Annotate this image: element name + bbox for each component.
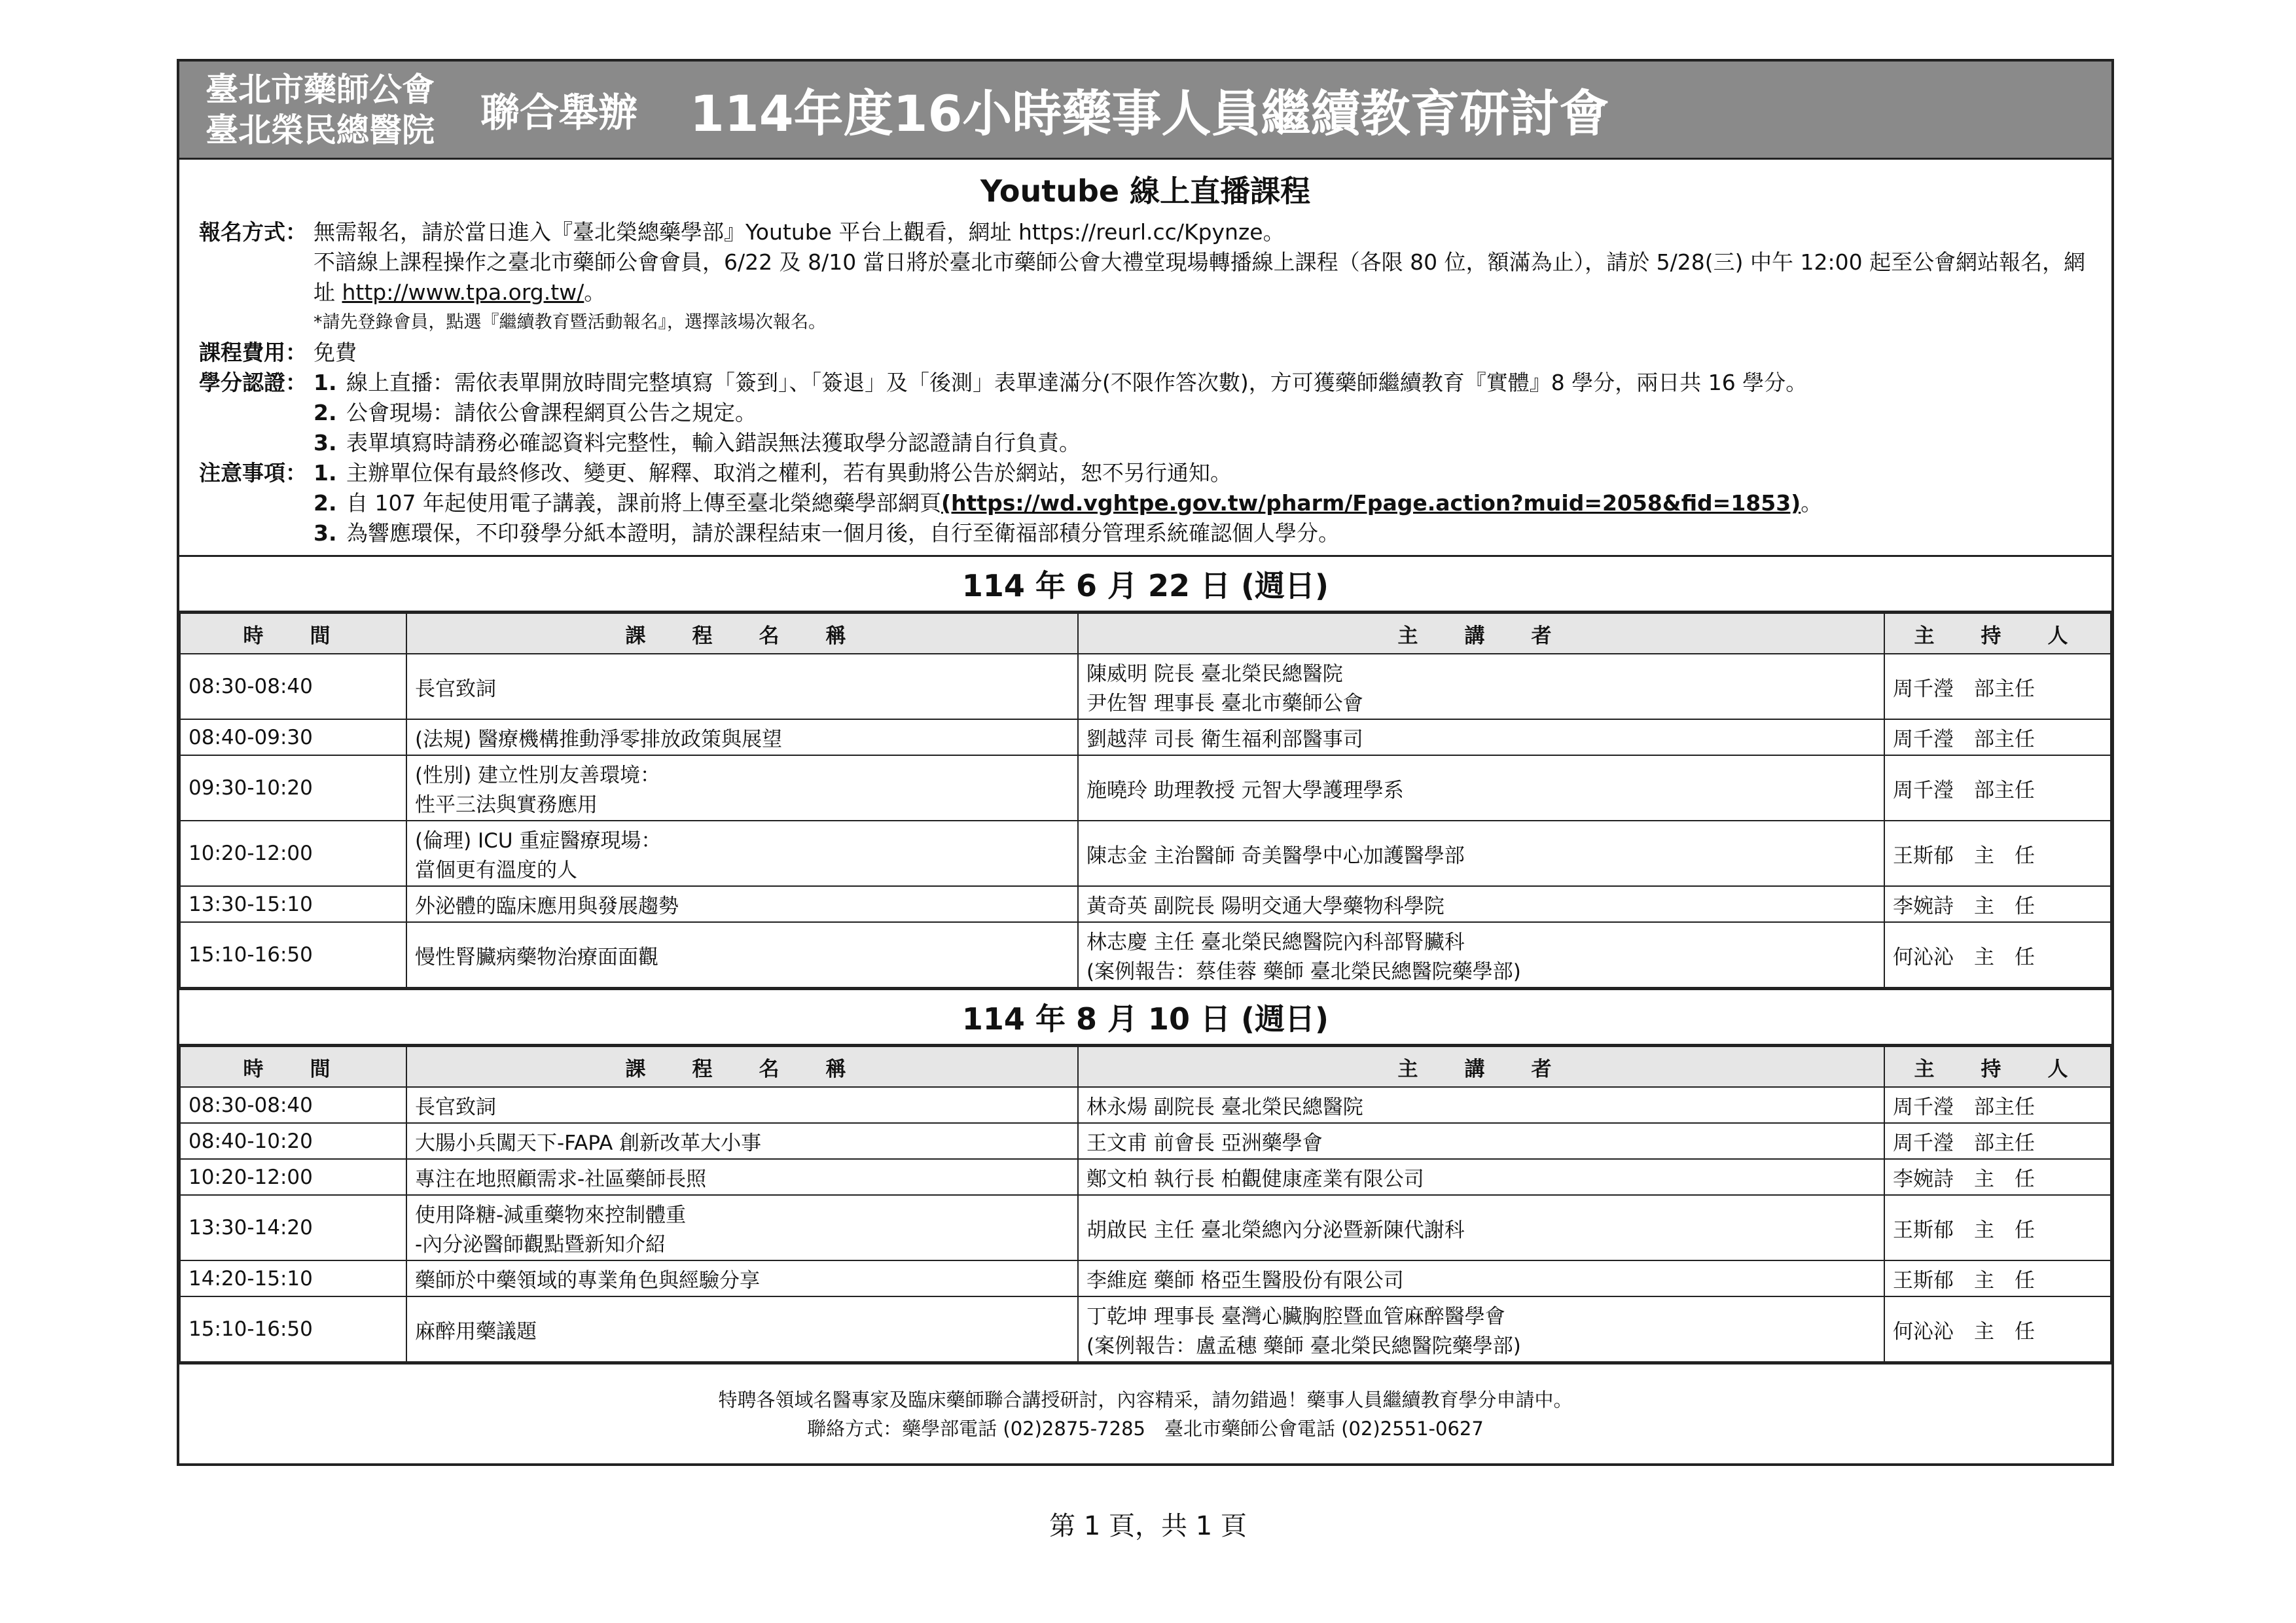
session-date: 114 年 8 月 10 日 (週日) — [179, 988, 2111, 1046]
table-row — [180, 886, 2111, 922]
cell-time: 15:10-16:50 — [180, 1296, 406, 1362]
table-row — [180, 1123, 2111, 1159]
cell-topic: 慢性腎臟病藥物治療面面觀 — [406, 922, 1078, 988]
table-row — [180, 1159, 2111, 1195]
cell-topic: 長官致詞 — [406, 1087, 1078, 1123]
table-row — [180, 1087, 2111, 1123]
column-header-time: 時 間 — [180, 613, 406, 654]
cell-host: 何沁沁 主 任 — [1884, 1296, 2111, 1362]
cell-host: 李婉詩 主 任 — [1884, 1159, 2111, 1195]
cell-time: 08:30-08:40 — [180, 1087, 406, 1123]
organizer-2: 臺北榮民總醫院 — [206, 111, 435, 149]
table-row — [180, 719, 2111, 755]
cell-host: 王斯郁 主 任 — [1884, 1195, 2111, 1260]
registration-note: *請先登錄會員，點選『繼續教育暨活動報名』，選擇該場次報名。 — [314, 312, 826, 332]
fee-block — [199, 338, 2092, 368]
info-section — [179, 215, 2111, 555]
session-date: 114 年 6 月 22 日 (週日) — [179, 555, 2111, 613]
fee-value: 免費 — [314, 340, 357, 365]
subtitle: Youtube 線上直播課程 — [980, 173, 1311, 209]
table-row — [180, 1195, 2111, 1260]
cell-speaker: 陳威明 院長 臺北榮民總醫院 尹佐智 理事長 臺北市藥師公會 — [1078, 654, 1884, 719]
cell-speaker: 黃奇英 副院長 陽明交通大學藥物科學院 — [1078, 886, 1884, 922]
cell-speaker: 王文甫 前會長 亞洲藥學會 — [1078, 1123, 1884, 1159]
cell-time: 08:30-08:40 — [180, 654, 406, 719]
joint-label: 聯合舉辦 — [480, 90, 637, 136]
note-item: 2. 自 107 年起使用電子講義，課前將上傳至臺北榮總藥學部網頁(https://wd.vghtpe.gov.tw/pharm/Fpage.action?muid=2058&fid=1853)。 — [314, 490, 1823, 516]
cell-topic: (法規) 醫療機構推動淨零排放政策與展望 — [406, 719, 1078, 755]
cell-time: 10:20-12:00 — [180, 821, 406, 886]
cell-speaker: 李維庭 藥師 格亞生醫股份有限公司 — [1078, 1260, 1884, 1296]
schedule-table — [179, 1046, 2111, 1363]
cell-topic: 使用降糖-減重藥物來控制體重 -內分泌醫師觀點暨新知介紹 — [406, 1195, 1078, 1260]
cell-speaker: 胡啟民 主任 臺北榮總內分泌暨新陳代謝科 — [1078, 1195, 1884, 1260]
registration-label: 報名方式： — [199, 219, 307, 245]
cell-speaker: 陳志金 主治醫師 奇美醫學中心加護醫學部 — [1078, 821, 1884, 886]
cell-host: 李婉詩 主 任 — [1884, 886, 2111, 922]
notes-label: 注意事項： — [199, 460, 307, 486]
credits-block — [199, 368, 2092, 458]
table-row — [180, 1296, 2111, 1362]
handout-link[interactable]: (https://wd.vghtpe.gov.tw/pharm/Fpage.action?muid=2058&fid=1853) — [941, 490, 1801, 516]
cell-speaker: 劉越萍 司長 衛生福利部醫事司 — [1078, 719, 1884, 755]
cell-topic: (性別) 建立性別友善環境： 性平三法與實務應用 — [406, 755, 1078, 821]
footer — [179, 1363, 2111, 1463]
header-banner — [179, 62, 2111, 160]
column-header-time: 時 間 — [180, 1046, 406, 1087]
cell-speaker: 鄭文柏 執行長 柏觀健康產業有限公司 — [1078, 1159, 1884, 1195]
column-header-topic: 課 程 名 稱 — [406, 613, 1078, 654]
column-header-speaker: 主 講 者 — [1078, 1046, 1884, 1087]
cell-time: 10:20-12:00 — [180, 1159, 406, 1195]
cell-time: 13:30-14:20 — [180, 1195, 406, 1260]
cell-topic: 藥師於中藥領域的專業角色與經驗分享 — [406, 1260, 1078, 1296]
registration-line1: 無需報名，請於當日進入『臺北榮總藥學部』Youtube 平台上觀看，網址 https://reurl.cc/Kpynze。 — [314, 219, 1285, 245]
cell-time: 08:40-10:20 — [180, 1123, 406, 1159]
table-row — [180, 755, 2111, 821]
cell-speaker: 林永煬 副院長 臺北榮民總醫院 — [1078, 1087, 1884, 1123]
page-number: 第 1 頁，共 1 頁 — [1049, 1511, 1247, 1541]
tpa-link[interactable]: http://www.tpa.org.tw/ — [342, 279, 584, 305]
table-row — [180, 1260, 2111, 1296]
organizer-block — [206, 69, 435, 151]
cell-topic: 長官致詞 — [406, 654, 1078, 719]
note-item: 3. 為響應環保，不印發學分紙本證明，請於課程結束一個月後，自行至衛福部積分管理系統確認個人學分。 — [314, 520, 1340, 546]
credit-item: 2. 公會現場：請依公會課程網頁公告之規定。 — [314, 400, 757, 425]
column-header-host: 主 持 人 — [1884, 613, 2111, 654]
table-row — [180, 821, 2111, 886]
cell-host: 周千瀅 部主任 — [1884, 1087, 2111, 1123]
cell-topic: 外泌體的臨床應用與發展趨勢 — [406, 886, 1078, 922]
table-header-row — [180, 613, 2111, 654]
cell-time: 13:30-15:10 — [180, 886, 406, 922]
fee-label: 課程費用： — [199, 340, 307, 365]
cell-host: 周千瀅 部主任 — [1884, 719, 2111, 755]
cell-time: 14:20-15:10 — [180, 1260, 406, 1296]
table-row — [180, 922, 2111, 988]
cell-topic: 專注在地照顧需求-社區藥師長照 — [406, 1159, 1078, 1195]
cell-host: 王斯郁 主 任 — [1884, 1260, 2111, 1296]
cell-host: 王斯郁 主 任 — [1884, 821, 2111, 886]
organizer-1: 臺北市藥師公會 — [206, 70, 435, 109]
footer-contact: 聯絡方式：藥學部電話 (02)2875-7285 臺北市藥師公會電話 (02)2551-0627 — [807, 1417, 1484, 1440]
credits-label: 學分認證： — [199, 370, 307, 395]
cell-topic: (倫理) ICU 重症醫療現場： 當個更有溫度的人 — [406, 821, 1078, 886]
cell-topic: 大腸小兵闖天下-FAPA 創新改革大小事 — [406, 1123, 1078, 1159]
cell-host: 周千瀅 部主任 — [1884, 755, 2111, 821]
registration-line2: 不諳線上課程操作之臺北市藥師公會會員，6/22 及 8/10 當日將於臺北市藥師公會大禮堂現場轉播線上課程（各限 80 位，額滿為止），請於 5/28(三) 中午 12:00 起至公會網站報名，網址 http://www.tpa.org.tw/。 — [314, 249, 2086, 305]
cell-host: 周千瀅 部主任 — [1884, 654, 2111, 719]
column-header-speaker: 主 講 者 — [1078, 613, 1884, 654]
cell-speaker: 林志慶 主任 臺北榮民總醫院內科部腎臟科 (案例報告：蔡佳蓉 藥師 臺北榮民總醫院藥學部) — [1078, 922, 1884, 988]
column-header-topic: 課 程 名 稱 — [406, 1046, 1078, 1087]
cell-time: 09:30-10:20 — [180, 755, 406, 821]
table-row — [180, 654, 2111, 719]
registration-block — [199, 217, 2092, 338]
page-title: 114年度16小時藥事人員繼續教育研討會 — [690, 84, 1609, 143]
cell-speaker: 施曉玲 助理教授 元智大學護理學系 — [1078, 755, 1884, 821]
table-header-row — [180, 1046, 2111, 1087]
cell-time: 08:40-09:30 — [180, 719, 406, 755]
schedule-table — [179, 613, 2111, 988]
column-header-host: 主 持 人 — [1884, 1046, 2111, 1087]
sessions-container — [179, 555, 2111, 1363]
credit-item: 1. 線上直播：需依表單開放時間完整填寫「簽到」、「簽退」及「後測」表單達滿分(不限作答次數)，方可獲藥師繼續教育『實體』8 學分，兩日共 16 學分。 — [314, 370, 1808, 395]
cell-topic: 麻醉用藥議題 — [406, 1296, 1078, 1362]
cell-host: 周千瀅 部主任 — [1884, 1123, 2111, 1159]
cell-time: 15:10-16:50 — [180, 922, 406, 988]
document-page — [177, 59, 2114, 1466]
cell-host: 何沁沁 主 任 — [1884, 922, 2111, 988]
cell-speaker: 丁乾坤 理事長 臺灣心臟胸腔暨血管麻醉醫學會 (案例報告：盧孟穗 藥師 臺北榮民總醫院藥學部) — [1078, 1296, 1884, 1362]
notes-block — [199, 458, 2092, 548]
credit-item: 3. 表單填寫時請務必確認資料完整性，輸入錯誤無法獲取學分認證請自行負責。 — [314, 430, 1081, 455]
footer-line1: 特聘各領域名醫專家及臨床藥師聯合講授研討，內容精采，請勿錯過！藥事人員繼續教育學分申請中。 — [718, 1388, 1573, 1411]
note-item: 1. 主辦單位保有最終修改、變更、解釋、取消之權利，若有異動將公告於網站，恕不另行通知。 — [314, 460, 1232, 486]
